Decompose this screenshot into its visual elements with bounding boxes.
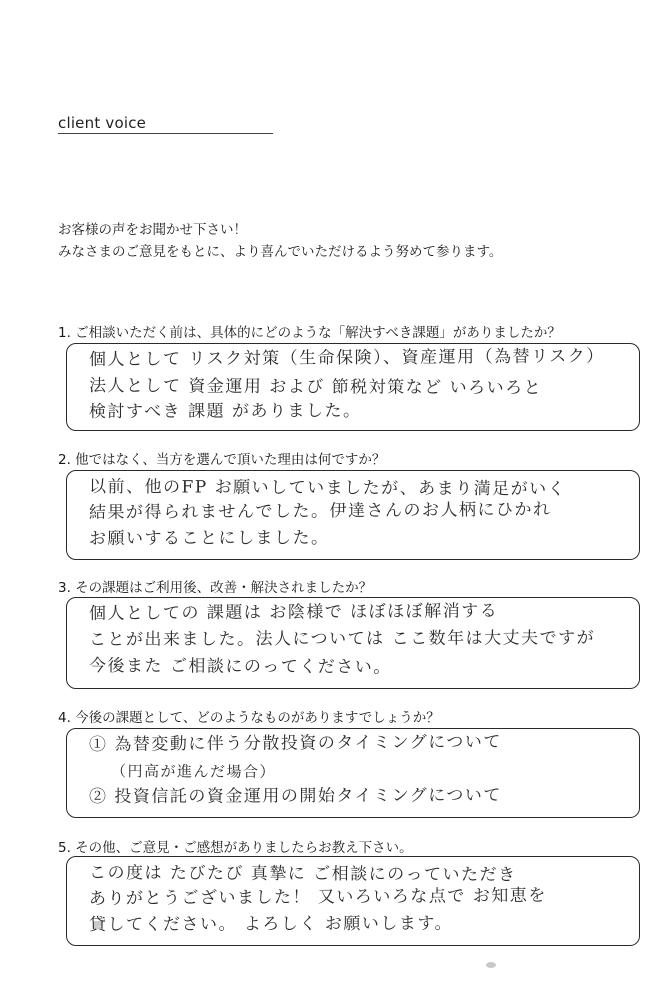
question-3-label: 3. その課題はご利用後、改善・解決されましたか？ (58, 580, 373, 596)
answer-1-line-1: 個人として リスク対策（生命保険）、資産運用（為替リスク） (88, 346, 605, 370)
answer-4-line-3: ② 投資信託の資金運用の開始タイミングについて (88, 785, 502, 807)
page-header-label: client voice (58, 114, 147, 132)
answer-1-box (66, 343, 640, 431)
answer-5-line-3: 貸してください。 よろしく お願いします。 (88, 913, 453, 935)
answer-4-box (66, 728, 640, 818)
answer-5-box (66, 856, 640, 946)
answer-1-line-2: 法人として 資金運用 および 節税対策など いろいろと (88, 376, 543, 399)
answer-2-box (66, 470, 640, 560)
answer-2-line-3: お願いすることにしました。 (88, 528, 330, 549)
answer-4-line-1: ① 為替変動に伴う分散投資のタイミングについて (88, 732, 502, 755)
answer-2-line-2: 結果が得られませんでした。伊達さんのお人柄にひかれ (88, 499, 552, 523)
question-4-label: 4. 今後の課題として、どのようなものがありますでしょうか？ (58, 710, 440, 726)
answer-5-line-1: この度は たびたび 真摯に ご相談にのっていただき (88, 863, 517, 886)
answer-5-line-2: ありがとうございました！ 又いろいろな点で お知恵を (88, 885, 547, 909)
ink-smudge (486, 962, 496, 968)
answer-3-box (66, 597, 640, 689)
question-5-label: 5. その他、ご意見・ご感想がありましたらお教え下さい。 (58, 840, 413, 856)
answer-1-line-3: 検討すべき 課題 がありました。 (88, 401, 362, 422)
answer-4-line-2: （円高が進んだ場合） (110, 762, 277, 781)
question-2-label: 2. 他ではなく、当方を選んで頂いた理由は何ですか？ (58, 452, 386, 468)
question-1-label: 1. ご相談いただく前は、具体的にどのような「解決すべき課題」がありましたか？ (58, 325, 561, 341)
answer-3-line-3: 今後また ご相談にのってください。 (88, 656, 392, 678)
intro-line-1: お客様の声をお聞かせ下さい！ (58, 222, 247, 238)
answer-3-line-2: ことが出来ました。法人については ここ数年は大丈夫ですが (88, 628, 596, 650)
answer-2-line-1: 以前、他のFP お願いしていましたが、あまり満足がいく (88, 477, 567, 500)
intro-line-2: みなさまのご意見をもとに、より喜んでいただけるよう努めて参ります。 (58, 244, 503, 260)
header-underline (58, 133, 273, 134)
answer-3-line-1: 個人としての 課題は お陰様で ほぼほぼ解消する (88, 601, 499, 624)
